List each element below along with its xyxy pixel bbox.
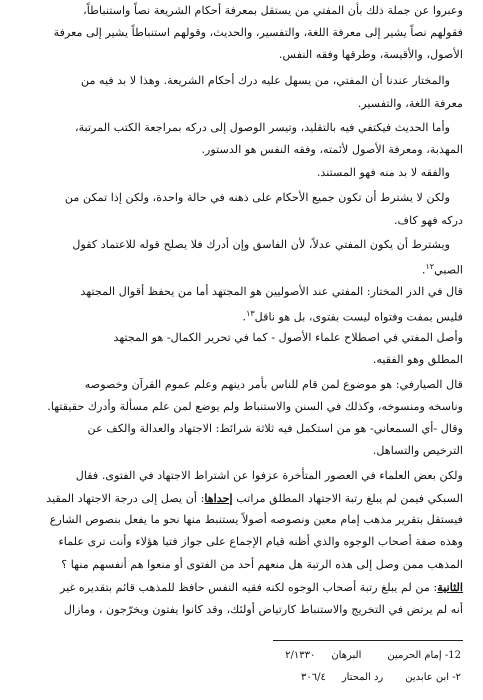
body-line-20: الترخيص والتساهل.: [372, 444, 463, 457]
footnote-12-author: - إمام الحرمين: [387, 650, 449, 661]
footnote-separator: [273, 640, 463, 641]
footnote-13-author: - ابن عابدين: [405, 672, 456, 683]
body-line-1: وعبروا عن جملة ذلك بأن المفتي من يستقل بمعرفة أحكام الشريعة نصاً واستنباطاً،: [83, 4, 463, 17]
body-line-12: [422, 259, 463, 279]
body-line-14-text: فليس بمفت وفتواه ليست بفتوى، بل هو ناقل: [254, 310, 463, 324]
body-line-21: ولكن بعض العلماء في العصور المتأخرة عزفوا عن اشتراط الاجتهاد في الفتوى. فقال: [75, 469, 463, 482]
footnote-13-source: رد المحتار: [341, 672, 384, 683]
body-line-5: معرفة اللغة، والتفسير.: [357, 97, 463, 110]
body-line-22: [46, 490, 463, 507]
footnote-12-page: ٢/١٣٣٠: [285, 650, 316, 661]
body-line-26-text: من لم يبلغ رتبة أصحاب الوجوه لكنه فقيه النفس حافظ للمذهب قائم بتقديره غير: [59, 581, 430, 594]
body-line-18: وناسخه ومنسوخه، وكذلك في السنن والاستنباط ولم يوضع لمن علم مسألة وأدرك حقيقتها.: [47, 400, 463, 413]
body-line-10: دركه فهو كاف.: [394, 214, 463, 227]
body-line-13: قال في الدر المختار: المفتي عند الأصوليين هو المجتهد أما من يحفظ أقوال المجتهد: [80, 285, 463, 298]
footnote-12: [285, 648, 461, 664]
body-line-23: فيستقل بتقرير مذهب إمام معين ونصوصه أصولاً يستنبط منها نحو ما يفعل بنصوص الشارع: [49, 513, 463, 526]
footnote-12-source: البرهان: [331, 650, 362, 661]
body-line-16: المطلق وهو الفقيه.: [372, 353, 463, 366]
body-line-12-text: الصبي: [434, 263, 463, 277]
colon: :: [429, 581, 438, 594]
body-line-19: وقال -أي السمعاني- هو من استكمل فيه ثلاثة شرائط: الاجتهاد والعدالة والكف عن: [87, 422, 463, 435]
body-line-4: والمختار عندنا أن المفتي، من يسهل عليه درك أحكام الشريعة. وهذا لا بد فيه من: [80, 74, 450, 87]
body-line-26: [60, 579, 463, 596]
term-ahaduha: إحداها: [204, 491, 233, 505]
body-line-2: فقولهم نصاً يشير إلى معرفة اللغة، والتفسير، والحديث، وقولهم استنباطاً يشير إلى معرفة: [53, 26, 463, 39]
footnote-13-page: ٣٠٦/٤: [300, 672, 326, 683]
body-line-11: ويشترط أن يكون المفتي عدلاً، لأن الفاسق وإن أدرك فلا يصلح قوله للاعتماد كقول: [72, 238, 450, 251]
sentence-end: .: [242, 310, 247, 324]
body-line-3: الأصول، والأقيسة، وطرقها وفقه النفس.: [278, 48, 463, 61]
footnote-13-number: ٢: [455, 672, 461, 683]
body-line-24: وهذه صفة أصحاب الوجوه والذي أظنه قيام الإجماع على جواز فتيا هؤلاء وأنت ترى علماء: [58, 535, 463, 548]
body-line-8: والفقه لا بد منه فهو المستند.: [316, 166, 450, 179]
footnote-ref-13: ١٣: [246, 309, 255, 318]
footnote-ref-12: ١٢: [425, 262, 435, 271]
sentence-end: .: [421, 263, 426, 277]
body-line-15: وأصل المفتي في اصطلاح علماء الأصول - كما في تحرير الكمال- هو المجتهد: [113, 331, 463, 344]
body-line-17: قال الصيارفي: هو موضوع لمن قام للناس بأمر دينهم وعلم عموم القرآن وخصوصه: [84, 378, 463, 391]
body-line-9: ولكن لا يشترط أن تكون جميع الأحكام على ذهنه في حالة واحدة، ولكن إذا تمكن من: [64, 191, 450, 204]
body-line-27: أنه لم يرتض في التخريج والاستنباط كارتياض أولئك، وقد كانوا يفتون ويخرّجون ، ومازال: [63, 603, 463, 616]
body-line-22-text: السبكي فيمن لم يبلغ رتبة الاجتهاد المطلق مراتب: [236, 492, 463, 505]
body-line-6: وأما الحديث فيكتفي فيه بالتقليد، وتيسر الوصول إلى دركه بمراجعة الكتب المرتبة،: [74, 121, 450, 134]
body-line-22-tail: : أن يصل إلى درجة الاجتهاد المقيد: [46, 492, 205, 505]
term-althaniya: الثانية: [437, 580, 463, 594]
body-line-14: [243, 306, 464, 326]
body-line-25: المذهب ممن وصل إلى هذه الرتبة هل منعهم أحد من الفتوى أو منعوا هم أنفسهم منها ؟: [61, 558, 463, 571]
footnote-12-number: 12: [448, 650, 461, 661]
footnote-13: [301, 670, 461, 686]
body-line-7: المهذبة، ومعرفة الأصول لأئمته، وفقه النفس هو الدستور.: [201, 143, 463, 156]
